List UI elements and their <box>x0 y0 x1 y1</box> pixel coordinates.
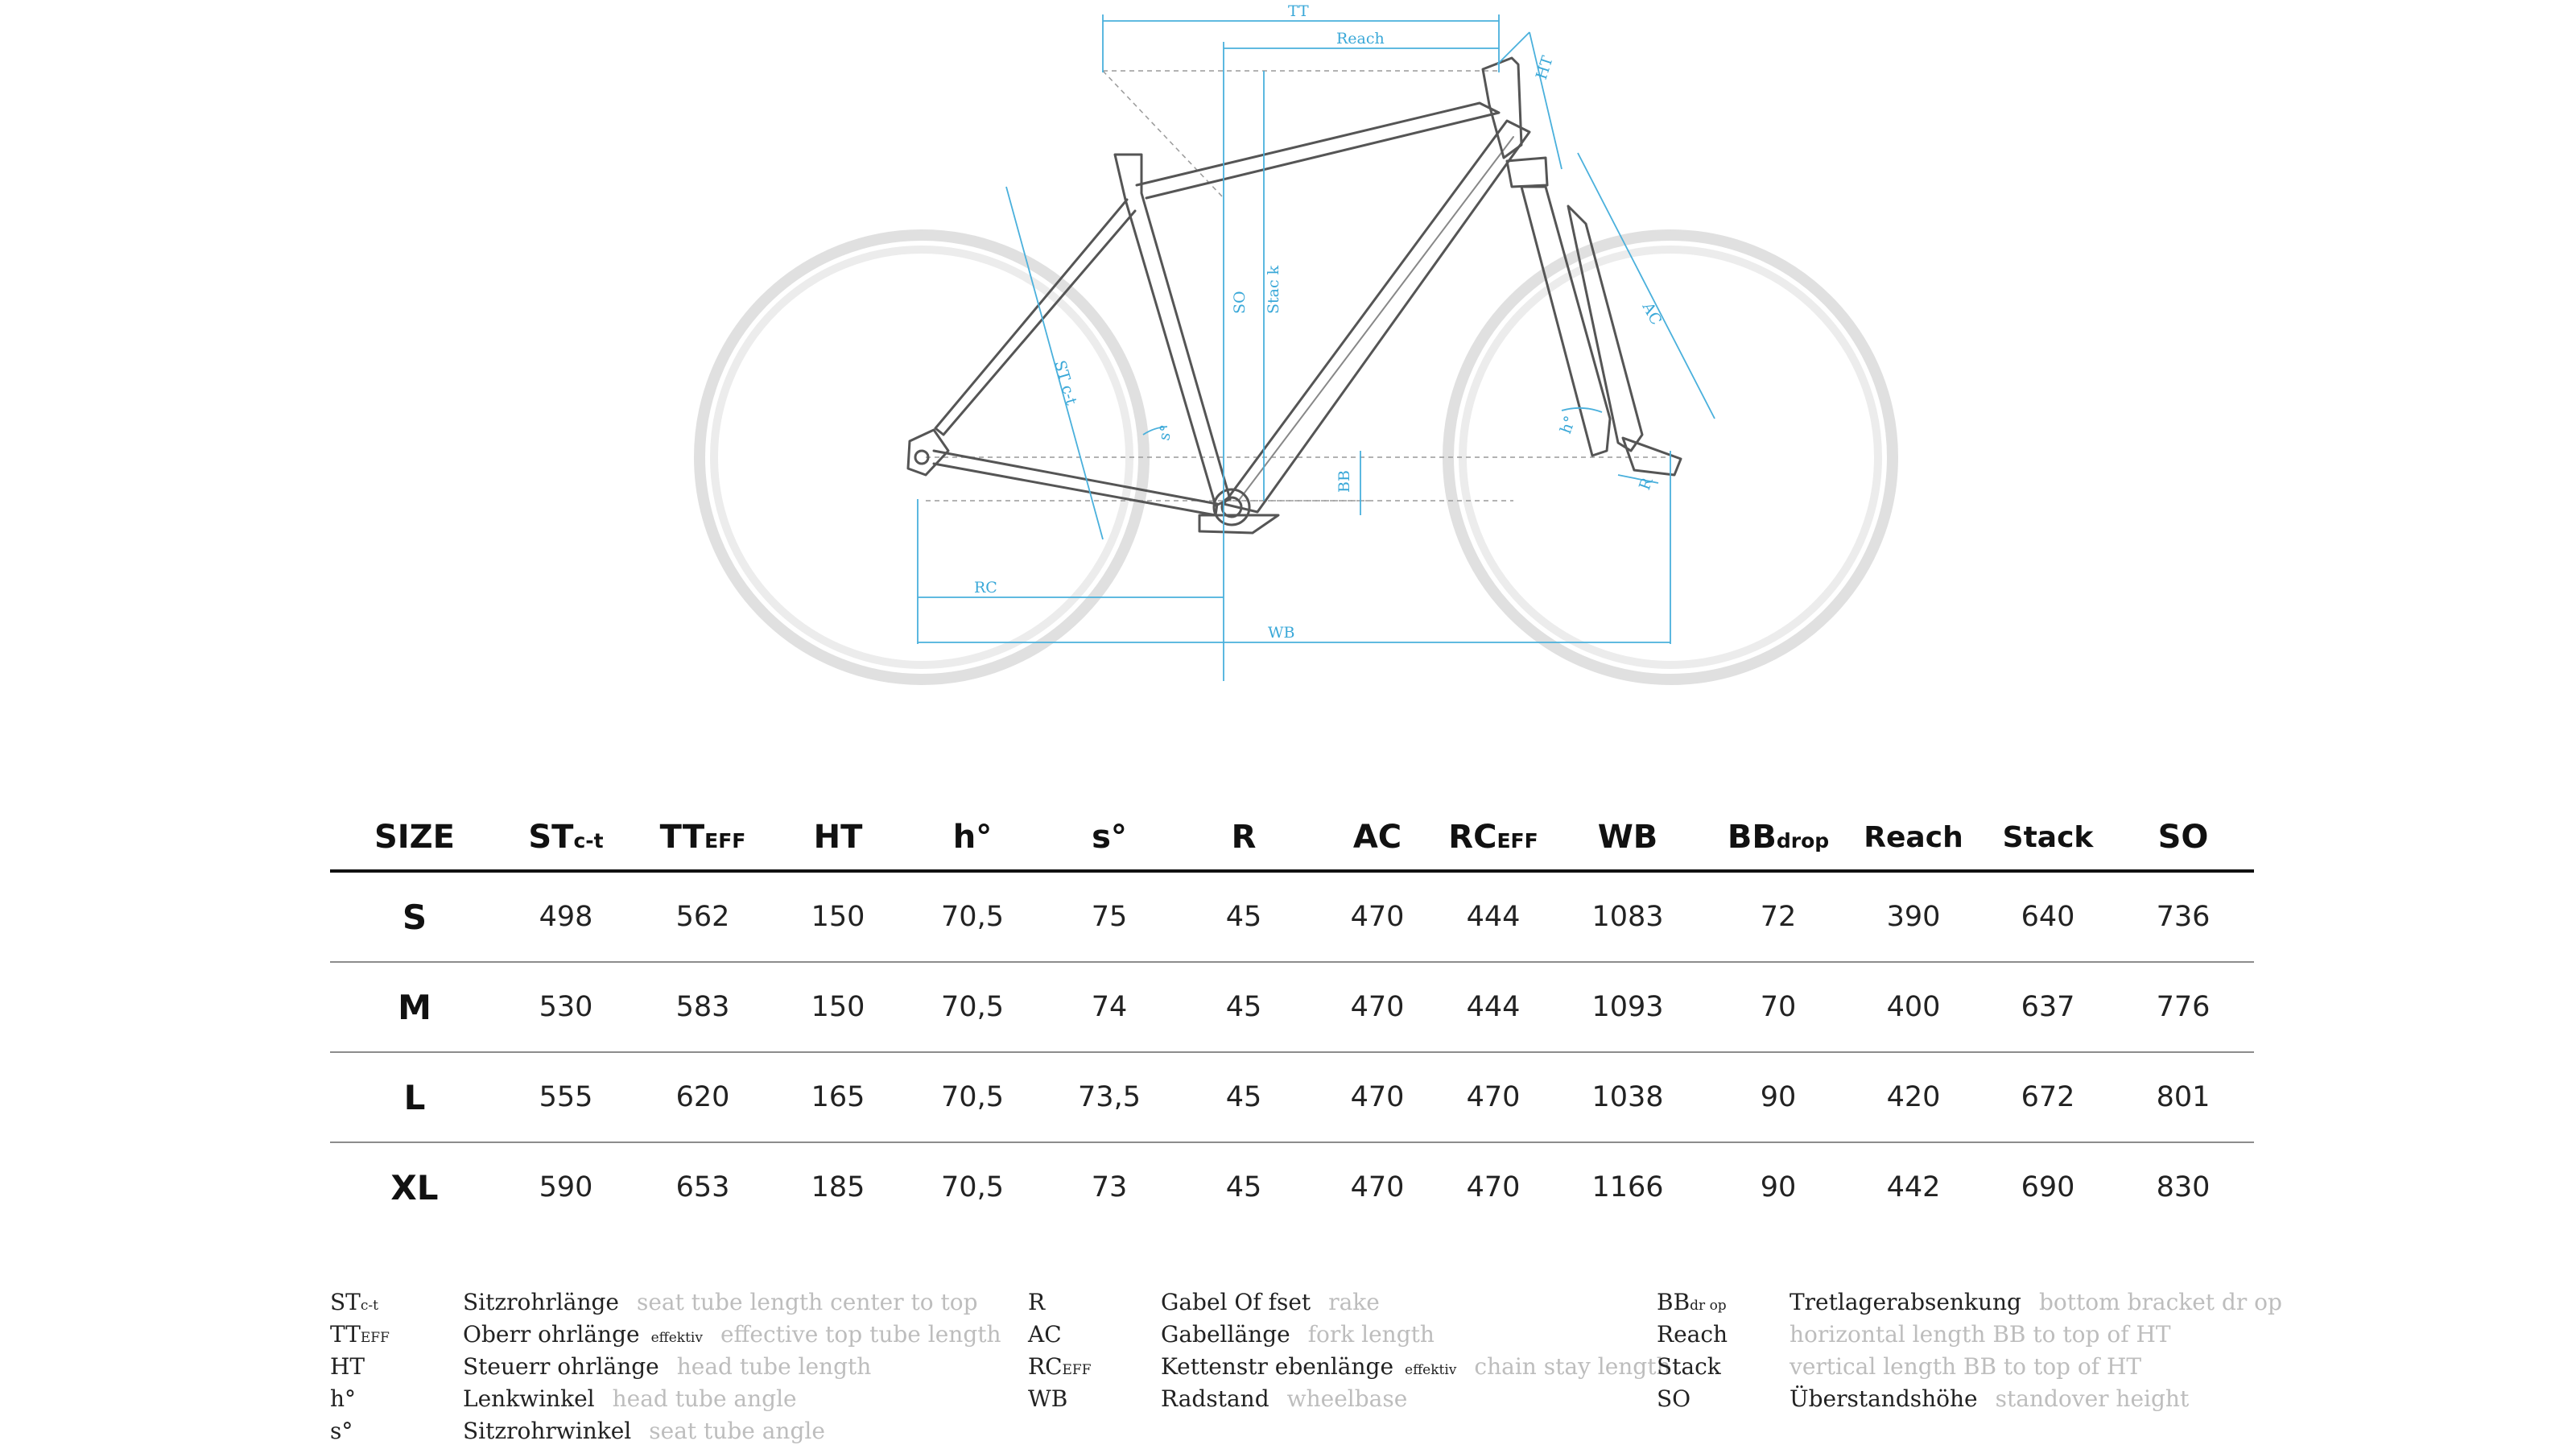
dim-label-tt: TT <box>1288 2 1309 20</box>
legend-german-text: Gabellänge <box>1161 1321 1290 1348</box>
table-cell: 620 <box>633 1052 773 1142</box>
column-header-label: TT <box>659 819 705 856</box>
legend-abbreviation-text: Stack <box>1657 1353 1721 1380</box>
legend-abbreviation-text: TT <box>330 1321 361 1348</box>
legend-abbreviation <box>1657 1319 1728 1351</box>
table-cell: 444 <box>1444 962 1542 1052</box>
table-cell: 640 <box>1984 871 2112 962</box>
legend-german-text: Kettenstr ebenlänge <box>1161 1353 1394 1380</box>
legend-german-qualifier: effektiv <box>1405 1362 1457 1378</box>
table-cell: 444 <box>1444 871 1542 962</box>
table-cell: 70 <box>1713 962 1843 1052</box>
table-cell: 830 <box>2156 1171 2211 1203</box>
legend-abbreviation-text: HT <box>330 1353 365 1380</box>
table-cell: 150 <box>773 962 903 1052</box>
table-cell: 73 <box>1091 1171 1128 1203</box>
dim-label-st: ST c-t <box>1051 358 1080 407</box>
table-cell: 45 <box>1177 962 1311 1052</box>
legend-english-text: horizontal length BB to top of HT <box>1790 1321 2171 1348</box>
dim-label-stack: Stac k <box>1265 265 1282 314</box>
table-cell: 470 <box>1311 871 1444 962</box>
legend-description <box>463 1286 978 1319</box>
legend-english-text: fork length <box>1307 1321 1435 1348</box>
legend-description <box>1161 1351 1671 1386</box>
dim-label-h-angle: h° <box>1557 413 1580 436</box>
table-cell: 690 <box>2021 1171 2075 1203</box>
size-cell: XL <box>390 1167 439 1208</box>
table-cell: 45 <box>1177 871 1311 962</box>
column-header-label: SIZE <box>374 819 456 856</box>
table-cell: 470 <box>1466 1171 1521 1203</box>
table-cell: 653 <box>675 1171 730 1203</box>
legend-abbreviation-text: h° <box>330 1385 357 1412</box>
column-header <box>1177 805 1311 871</box>
legend-abbreviation-subscript: EFF <box>360 1330 390 1346</box>
legend-abbreviation-text: Reach <box>1657 1321 1728 1348</box>
column-header-subscript: drop <box>1776 829 1830 852</box>
legend-german-text: Oberr ohrlänge <box>463 1321 640 1348</box>
table-row <box>330 871 2254 962</box>
column-header <box>1444 805 1542 871</box>
table-cell: 736 <box>2112 871 2254 962</box>
column-header-label: Reach <box>1864 820 1963 854</box>
table-cell: 1166 <box>1591 1171 1664 1203</box>
table-cell: 90 <box>1713 1052 1843 1142</box>
table-cell: 72 <box>1713 871 1843 962</box>
column-header-subscript: EFF <box>1496 829 1538 852</box>
table-cell: 801 <box>2112 1052 2254 1142</box>
column-header <box>2112 805 2254 871</box>
dim-label-rc: RC <box>974 579 997 597</box>
legend-abbreviation <box>330 1383 356 1415</box>
table-row <box>330 1142 2254 1232</box>
column-header-label: SO <box>2157 819 2209 856</box>
table-cell: 1083 <box>1542 871 1713 962</box>
column-header-label: WB <box>1597 819 1658 856</box>
table-cell: 590 <box>539 1171 593 1203</box>
legend-abbreviation-subscript: c-t <box>360 1298 378 1314</box>
legend-description <box>1161 1319 1435 1351</box>
table-cell: 74 <box>1042 962 1177 1052</box>
legend-abbreviation-text: s° <box>330 1418 353 1444</box>
table-cell: 150 <box>773 871 903 962</box>
column-header-subscript: c-t <box>573 829 604 852</box>
dim-label-ac: AC <box>1638 299 1666 328</box>
legend-description <box>463 1319 1001 1354</box>
legend-abbreviation <box>1657 1351 1721 1383</box>
dim-label-r: R <box>1636 475 1657 493</box>
legend-english-text: seat tube length center to top <box>636 1289 978 1315</box>
legend-abbreviation <box>330 1319 390 1354</box>
dim-label-wb: WB <box>1268 624 1295 642</box>
bike-frame-drawing <box>0 0 2576 692</box>
table-row <box>330 962 2254 1052</box>
legend-abbreviation-text: SO <box>1657 1385 1691 1412</box>
size-cell: S <box>330 871 499 962</box>
legend-abbreviation <box>1657 1383 1690 1415</box>
column-header-label: HT <box>813 819 863 856</box>
dim-label-so: SO <box>1231 291 1249 314</box>
legend-english-text: chain stay length <box>1474 1353 1671 1380</box>
legend-description <box>463 1415 825 1447</box>
table-cell: 70,5 <box>903 871 1042 962</box>
legend-description <box>1790 1383 2189 1415</box>
legend-description <box>1161 1383 1407 1415</box>
legend-english-text: rake <box>1328 1289 1380 1315</box>
column-header <box>1542 805 1713 871</box>
legend-description <box>1790 1319 2171 1351</box>
table-cell: 1038 <box>1542 1052 1713 1142</box>
legend-german-text: Sitzrohrwinkel <box>463 1418 632 1444</box>
table-cell: 165 <box>773 1052 903 1142</box>
column-header-label: AC <box>1352 819 1402 856</box>
table-cell: 73,5 <box>1042 1052 1177 1142</box>
table-cell: 583 <box>633 962 773 1052</box>
geometry-table <box>330 805 2254 1232</box>
dim-label-bb: BB <box>1335 470 1353 493</box>
column-header <box>1042 805 1177 871</box>
legend-german-text: Radstand <box>1161 1385 1269 1412</box>
legend-abbreviation <box>330 1286 378 1322</box>
column-header <box>1843 805 1984 871</box>
table-cell: 400 <box>1843 962 1984 1052</box>
column-header <box>903 805 1042 871</box>
table-body <box>330 871 2254 1232</box>
table-cell: 45 <box>1177 1052 1311 1142</box>
geometry-diagram <box>0 0 2576 692</box>
legend-english-text: standover height <box>1995 1385 2190 1412</box>
legend-description <box>463 1383 797 1415</box>
table-cell: 420 <box>1843 1052 1984 1142</box>
legend-german-text: Steuerr ohrlänge <box>463 1353 659 1380</box>
table-cell: 185 <box>811 1171 865 1203</box>
table-cell: 75 <box>1042 871 1177 962</box>
column-header <box>773 805 903 871</box>
table-cell: 470 <box>1311 962 1444 1052</box>
table-cell: 70,5 <box>903 962 1042 1052</box>
dim-label-s-angle: s° <box>1155 423 1176 442</box>
legend-english-text: bottom bracket dr op <box>2038 1289 2282 1315</box>
table-cell: 70,5 <box>941 1171 1004 1203</box>
table-cell: 70,5 <box>903 1052 1042 1142</box>
legend-abbreviation-text: RC <box>1028 1353 1063 1380</box>
table-cell: 637 <box>1984 962 2112 1052</box>
table-cell: 45 <box>1225 1171 1262 1203</box>
legend-abbreviation-subscript: dr op <box>1690 1298 1727 1314</box>
legend-german-qualifier: effektiv <box>650 1330 703 1346</box>
column-header-label: Stack <box>2002 820 2094 854</box>
legend-abbreviation <box>1028 1351 1092 1386</box>
legend-abbreviation <box>1028 1319 1062 1351</box>
table-cell: 470 <box>1311 1052 1444 1142</box>
legend-english-text: wheelbase <box>1286 1385 1408 1412</box>
column-header <box>1713 805 1843 871</box>
legend-description <box>1161 1286 1380 1319</box>
column-header-label: RC <box>1448 819 1497 856</box>
legend <box>330 1286 2282 1447</box>
table-cell: 470 <box>1444 1052 1542 1142</box>
frame-tubes <box>908 58 1681 533</box>
column-header <box>1984 805 2112 871</box>
dim-label-ht: HT <box>1532 53 1557 82</box>
size-cell: M <box>330 962 499 1052</box>
legend-german-text: Sitzrohrlänge <box>463 1289 619 1315</box>
column-header <box>330 805 499 871</box>
column-header-label: ST <box>528 819 574 856</box>
dimension-lines <box>918 14 1715 681</box>
legend-abbreviation <box>1028 1383 1067 1415</box>
legend-abbreviation <box>330 1351 365 1383</box>
size-cell: L <box>330 1052 499 1142</box>
table-cell: 498 <box>499 871 633 962</box>
legend-abbreviation-text: AC <box>1028 1321 1062 1348</box>
legend-description <box>463 1351 871 1383</box>
legend-abbreviation <box>1657 1286 1727 1322</box>
legend-english-text: head tube angle <box>612 1385 797 1412</box>
table-cell: 470 <box>1350 1171 1405 1203</box>
column-header-label: h° <box>952 819 993 856</box>
table-cell: 555 <box>499 1052 633 1142</box>
legend-german-text: Lenkwinkel <box>463 1385 595 1412</box>
table-cell: 776 <box>2112 962 2254 1052</box>
table-cell: 1093 <box>1542 962 1713 1052</box>
column-header-label: R <box>1231 819 1257 856</box>
table-cell: 442 <box>1886 1171 1941 1203</box>
legend-german-text: Gabel Of fset <box>1161 1289 1311 1315</box>
table-header-row <box>330 805 2254 871</box>
legend-abbreviation-text: WB <box>1028 1385 1068 1412</box>
table-cell: 90 <box>1760 1171 1797 1203</box>
legend-german-text: Tretlagerabsenkung <box>1790 1289 2021 1315</box>
column-header <box>633 805 773 871</box>
column-header-subscript: EFF <box>704 829 746 852</box>
legend-abbreviation <box>1028 1286 1045 1319</box>
legend-abbreviation-subscript: EFF <box>1062 1362 1092 1378</box>
legend-english-text: vertical length BB to top of HT <box>1790 1353 2142 1380</box>
legend-abbreviation-text: ST <box>330 1289 361 1315</box>
legend-german-text: Überstandshöhe <box>1790 1385 1978 1412</box>
column-header <box>1311 805 1444 871</box>
dim-label-reach: Reach <box>1336 30 1385 47</box>
table-cell: 390 <box>1843 871 1984 962</box>
legend-description <box>1790 1286 2282 1319</box>
table-cell: 562 <box>633 871 773 962</box>
legend-abbreviation <box>330 1415 353 1447</box>
legend-english-text: head tube length <box>676 1353 872 1380</box>
legend-english-text: seat tube angle <box>649 1418 825 1444</box>
legend-abbreviation-text: BB <box>1657 1289 1690 1315</box>
table-cell: 672 <box>1984 1052 2112 1142</box>
legend-description <box>1790 1351 2141 1383</box>
column-header-label: s° <box>1092 819 1127 856</box>
column-header-label: BB <box>1727 819 1777 856</box>
table-row <box>330 1052 2254 1142</box>
column-header <box>499 805 633 871</box>
legend-english-text: effective top tube length <box>720 1321 1001 1348</box>
table-cell: 530 <box>499 962 633 1052</box>
legend-abbreviation-text: R <box>1028 1289 1046 1315</box>
